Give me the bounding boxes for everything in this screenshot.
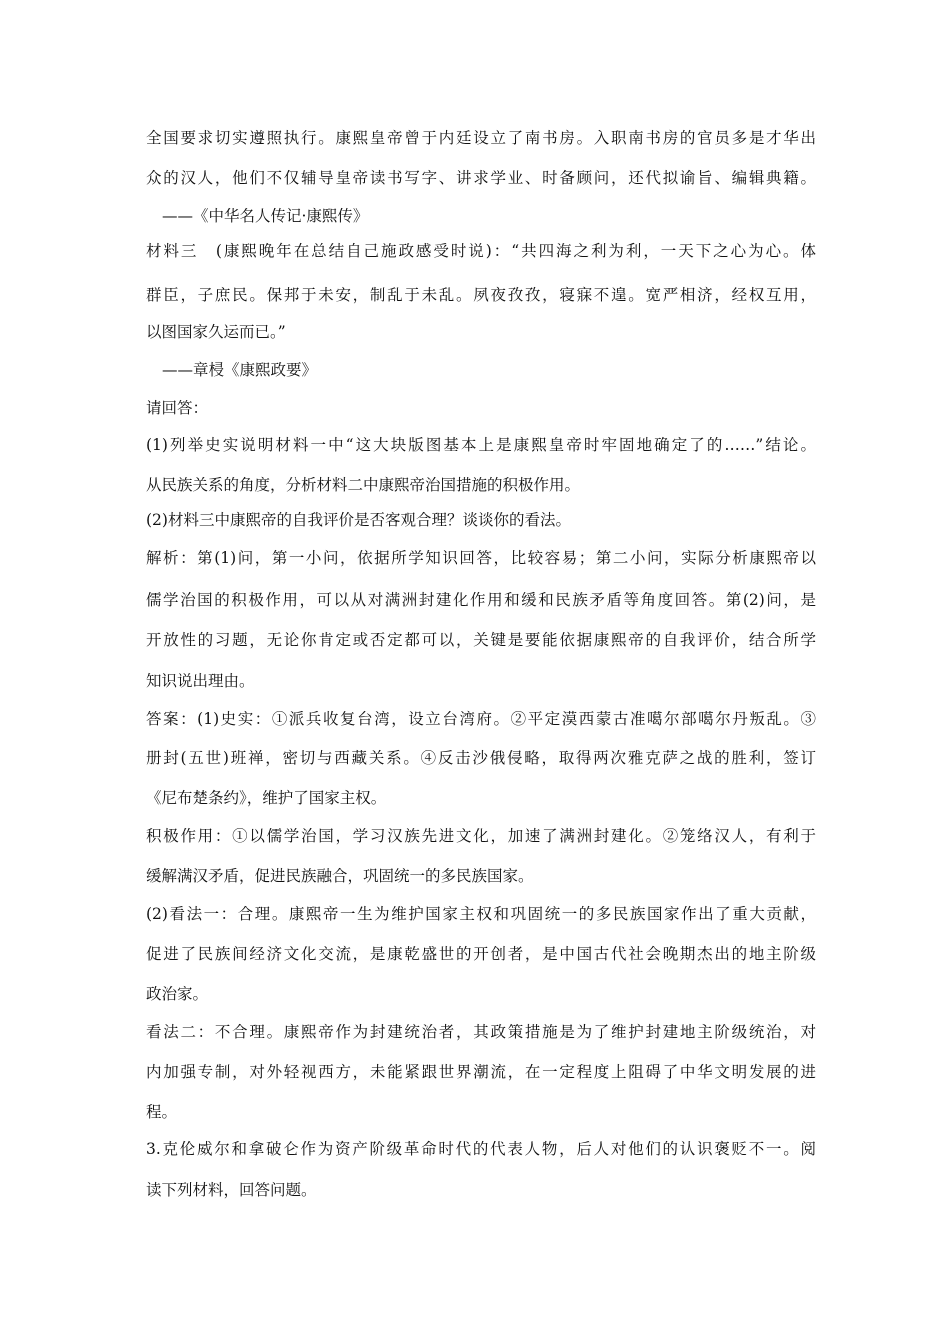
answer-text: 答案：(1)史实：①派兵收复台湾，设立台湾府。②平定漠西蒙古准噶尔部噶尔丹叛乱。③: [146, 710, 816, 728]
question-text: 读下列材料，回答问题。: [146, 1181, 317, 1199]
answer-text: 内加强专制，对外轻视西方，未能紧跟世界潮流，在一定程度上阻碍了中华文明发展的进: [146, 1063, 816, 1081]
answer-text: 积极作用：①以儒学治国，学习汉族先进文化，加速了满洲封建化。②笼络汉人，有利于: [146, 827, 816, 845]
answer-text: 程。: [146, 1103, 178, 1121]
text-line: 以图国家久运而已。”: [146, 323, 286, 341]
question-text: 3.克伦威尔和拿破仑作为资产阶级革命时代的代表人物，后人对他们的认识褒贬不一。阅: [146, 1140, 816, 1158]
answer-text: 缓解满汉矛盾，促进民族融合，巩固统一的多民族国家。: [146, 867, 534, 885]
answer-text: 政治家。: [146, 985, 209, 1003]
answer-text: (2)看法一：合理。康熙帝一生为维护国家主权和巩固统一的多民族国家作出了重大贡献，: [146, 905, 816, 923]
text-line: 群臣，子庶民。保邦于未安，制乱于未乱。夙夜孜孜，寝寐不遑。宽严相济，经权互用，: [146, 286, 816, 304]
answer-text: 《尼布楚条约》，维护了国家主权。: [146, 789, 387, 807]
text-line: 全国要求切实遵照执行。康熙皇帝曾于内廷设立了南书房。入职南书房的官员多是才华出: [146, 129, 816, 147]
answer-text: 册封(五世)班禅，密切与西藏关系。④反击沙俄侵略，取得两次雅克萨之战的胜利，签订: [146, 749, 816, 767]
analysis-text: 开放性的习题，无论你肯定或否定都可以，关键是要能依据康熙帝的自我评价，结合所学: [146, 631, 816, 649]
source-citation: ——章梫《康熙政要》: [162, 361, 318, 379]
question-prompt: 请回答：: [146, 399, 209, 417]
question-text: (1)列举史实说明材料一中“这大块版图基本上是康熙皇帝时牢固地确定了的……”结论。: [146, 436, 816, 454]
question-text: 从民族关系的角度，分析材料二中康熙帝治国措施的积极作用。: [146, 476, 581, 494]
question-text: (2)材料三中康熙帝的自我评价是否客观合理？谈谈你的看法。: [146, 511, 571, 529]
text-line: 材料三 (康熙晚年在总结自己施政感受时说)：“共四海之利为利，一天下之心为心。体: [146, 242, 816, 260]
analysis-text: 儒学治国的积极作用，可以从对满洲封建化作用和缓和民族矛盾等角度回答。第(2)问，是: [146, 591, 816, 609]
analysis-text: 知识说出理由。: [146, 672, 255, 690]
analysis-text: 解析：第(1)问，第一小问，依据所学知识回答，比较容易；第二小问，实际分析康熙帝以: [146, 549, 816, 567]
source-citation: ——《中华名人传记·康熙传》: [162, 207, 369, 225]
text-line: 众的汉人，他们不仅辅导皇帝读书写字、讲求学业、时备顾问，还代拟谕旨、编辑典籍。: [146, 169, 816, 187]
answer-text: 促进了民族间经济文化交流，是康乾盛世的开创者，是中国古代社会晚期杰出的地主阶级: [146, 945, 816, 963]
answer-text: 看法二：不合理。康熙帝作为封建统治者，其政策措施是为了维护封建地主阶级统治，对: [146, 1023, 816, 1041]
